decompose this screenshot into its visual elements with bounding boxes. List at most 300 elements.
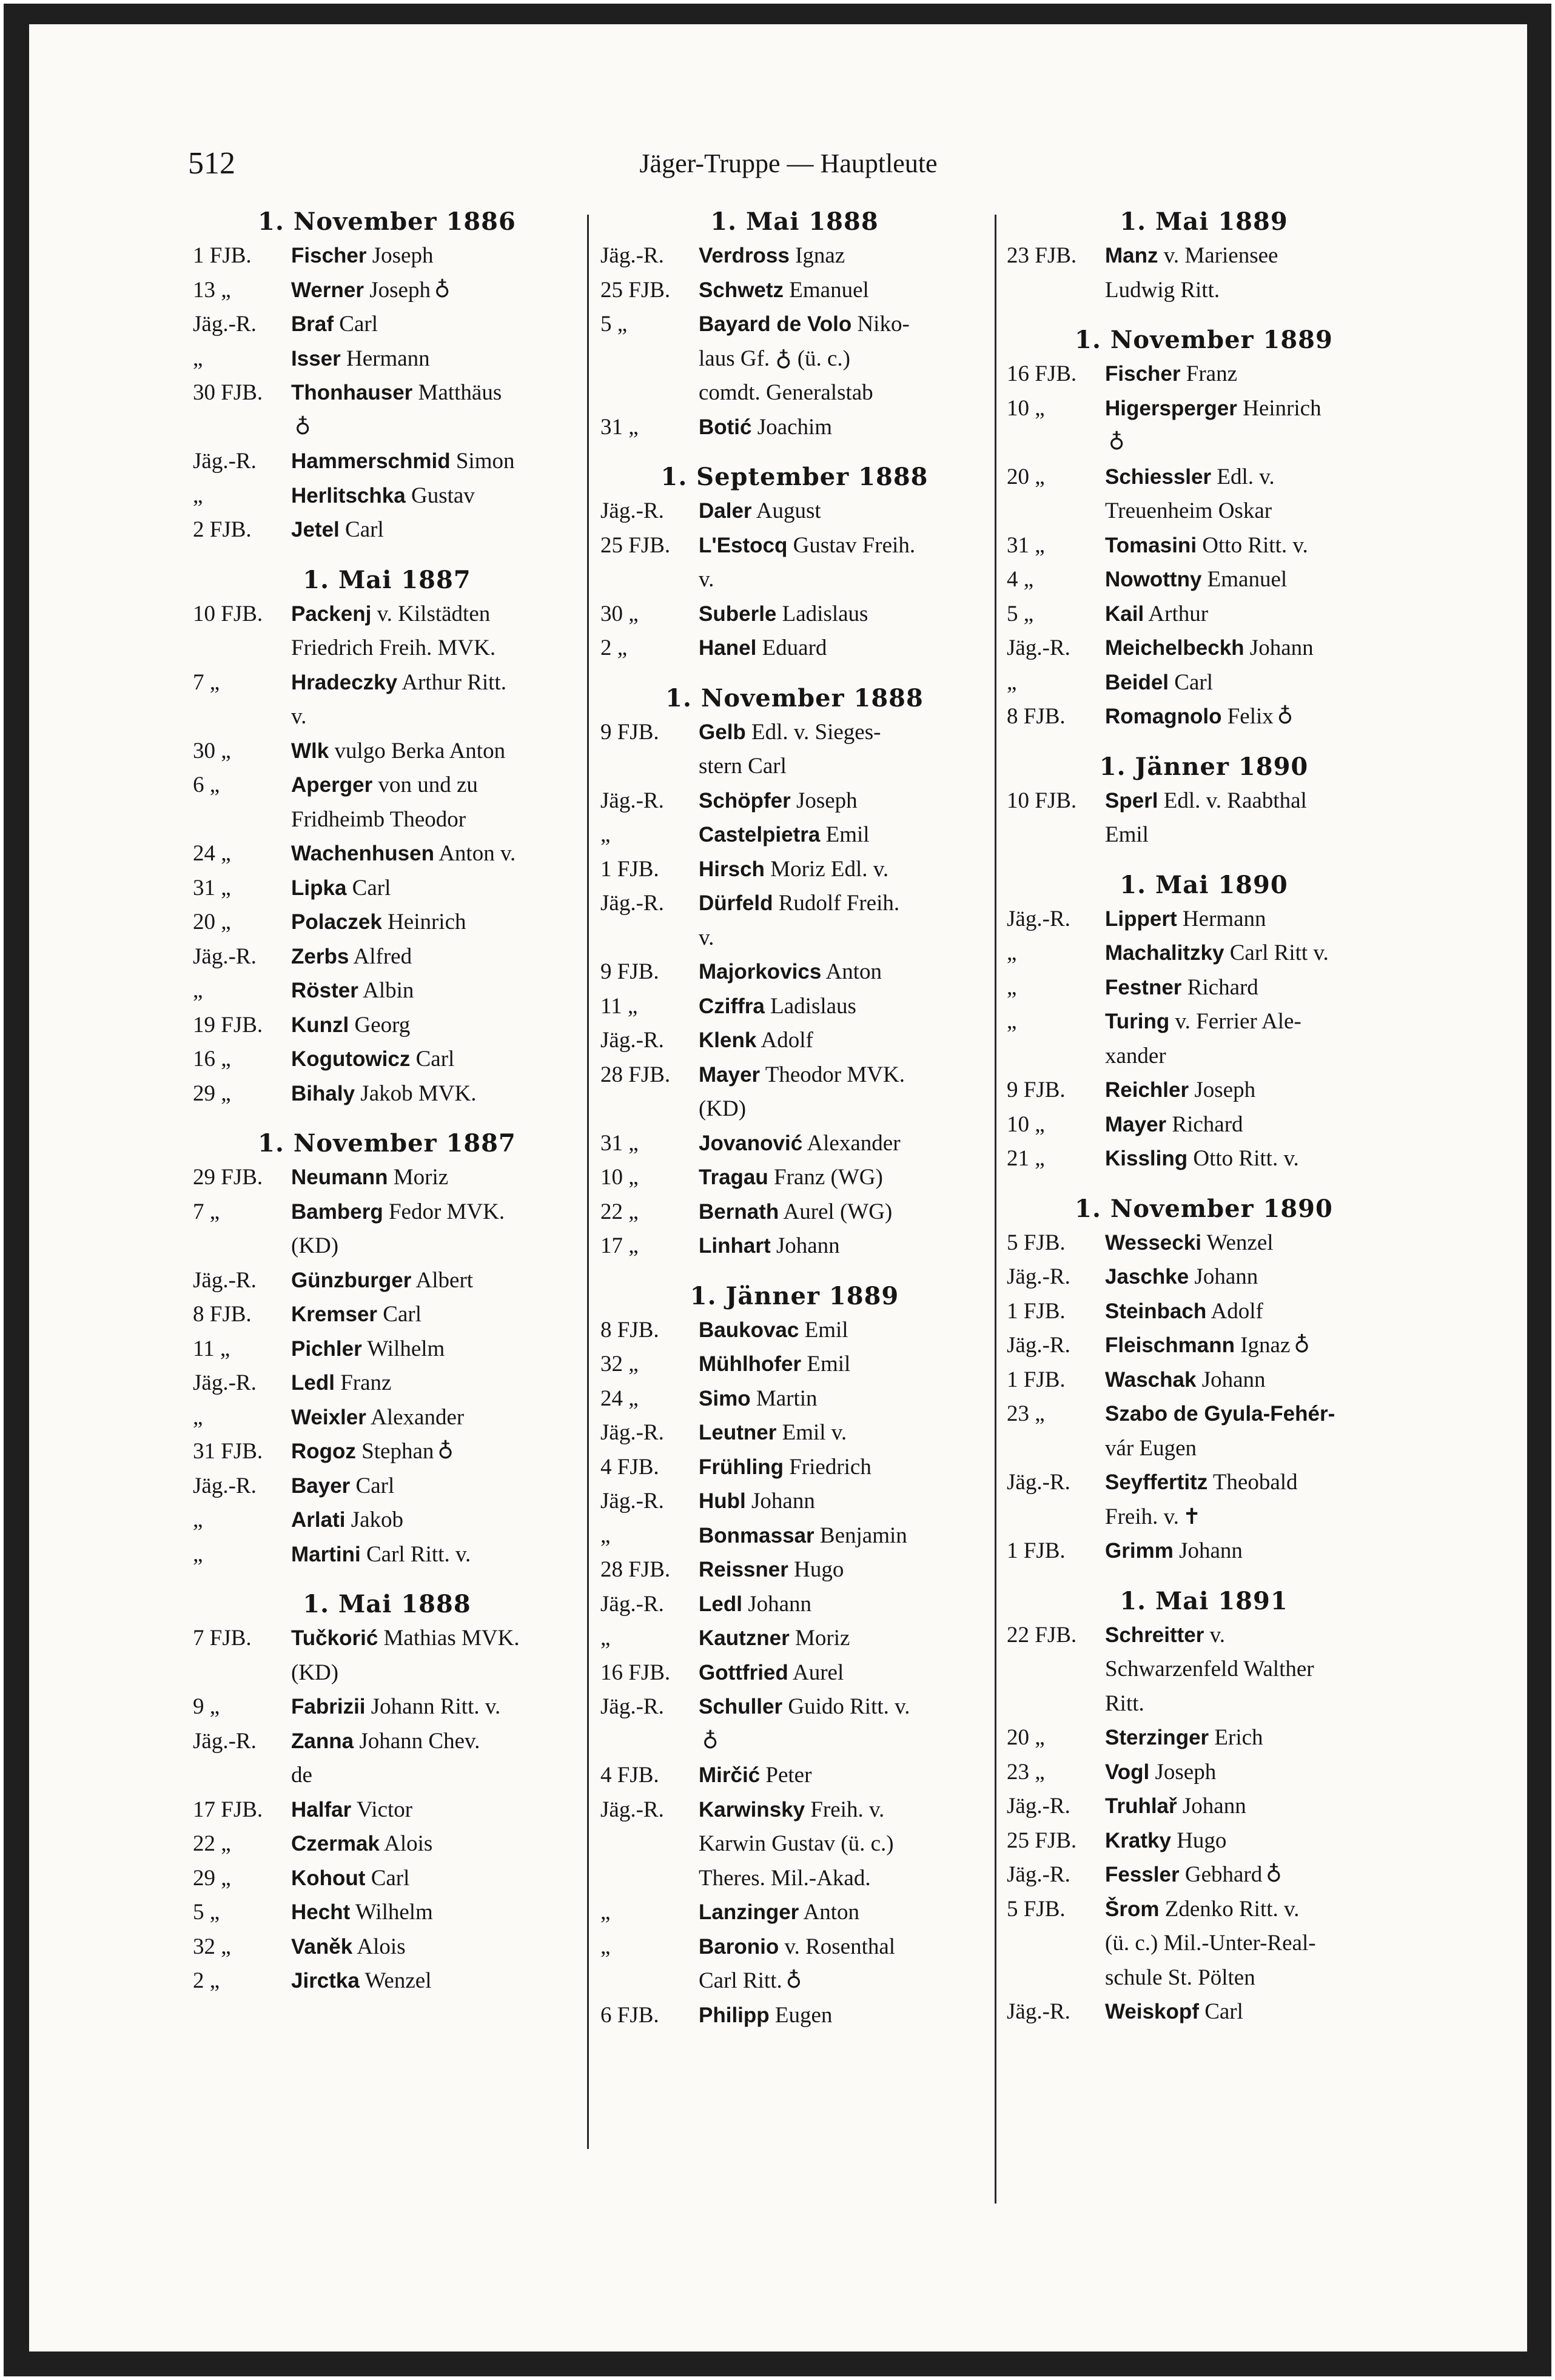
officer-name [291,1008,581,1043]
unit-label: 16 „ [193,1047,231,1071]
given-name: Wenzel [1206,1230,1274,1255]
given-name: Otto Ritt. v. [1193,1146,1299,1171]
officer-entry [600,1587,989,1622]
surname: Philipp [699,2003,770,2027]
surname: Jaschke [1105,1265,1189,1289]
officer-entry [600,1896,989,1930]
unit-label: „ [193,346,203,371]
officer-entry [193,1793,581,1828]
given-name: Anton [803,1900,860,1925]
unit-label: 9 FJB. [600,719,659,745]
surname: Fischer [1105,362,1181,386]
officer-name [1105,666,1401,700]
unit-label: 29 „ [193,1865,231,1891]
given-name: Carl [355,1473,395,1498]
officer-entry [1007,239,1401,273]
officer-name [699,1621,989,1656]
surname: Schreitter [1105,1623,1204,1647]
surname: Fabrizii [291,1695,366,1718]
column-divider-2 [995,215,996,2204]
unit-label: Jäg.-R. [600,1591,664,1617]
unit-label: 1 FJB. [193,243,252,268]
unit-label: 22 „ [600,1199,639,1224]
officer-entry [193,768,581,803]
given-name: Joachim [757,414,833,440]
surname: Lipka [291,876,347,900]
continuation-text: Fridheimb Theodor [291,806,466,832]
officer-name [699,1553,989,1587]
given-name: Georg [354,1012,411,1037]
officer-entry [1007,971,1401,1005]
surname: Seyffertitz [1105,1470,1208,1494]
officer-entry [600,1058,989,1093]
officer-name [699,1690,989,1725]
officer-name [699,1416,989,1450]
officer-entry [1007,631,1401,666]
unit-label: „ [1007,1009,1017,1034]
officer-entry [193,479,581,514]
surname: Polaczek [291,910,382,934]
officer-name [1105,1789,1401,1824]
officer-name [291,871,581,906]
officer-entry [1007,1721,1401,1755]
officer-entry [600,887,989,921]
given-name: Richard [1172,1111,1243,1137]
officer-name [291,513,581,548]
officer-entry [193,239,581,273]
officer-entry [193,513,581,548]
officer-name [1105,357,1401,392]
officer-name [699,631,989,666]
unit-label: Jäg.-R. [193,449,257,474]
entry-continuation [600,921,989,956]
given-name: Wilhelm [367,1336,445,1361]
officer-name [291,768,581,803]
unit-label: 16 FJB. [600,1660,671,1685]
unit-label: „ [193,1404,203,1430]
officer-name [699,494,989,529]
given-name: Joseph [1155,1759,1217,1785]
entry-continuation [1007,1652,1401,1687]
decoration-icon: ♁ [1294,1333,1310,1358]
unit-label: 31 „ [193,875,231,900]
surname: Halfar [291,1797,352,1822]
unit-label: 19 FJB. [193,1012,263,1037]
surname: Kremser [291,1302,378,1326]
unit-label: 2 „ [193,1968,220,1993]
officer-entry [600,1024,989,1058]
officer-entry [1007,1755,1401,1790]
section-date-heading: 1. Mai 1888 [710,207,879,236]
given-name: Johann [1194,1264,1258,1289]
unit-label: Jäg.-R. [1007,906,1070,931]
surname: Hirsch [699,857,765,881]
officer-name [291,905,581,940]
officer-name [699,955,989,990]
unit-label: Jäg.-R. [600,1028,664,1053]
given-name: Matthäus [418,380,502,405]
given-name: Johann [748,1591,812,1617]
continuation-text: Freih. v. [1105,1504,1179,1529]
unit-label: „ [600,1626,611,1651]
officer-entry [1007,1397,1401,1432]
officer-entry [600,273,989,308]
officer-name [699,529,989,563]
unit-label: Jäg.-R. [193,1473,257,1498]
entry-continuation [1007,818,1401,853]
officer-name [291,376,581,411]
unit-label: 9 FJB. [600,959,659,984]
given-name: Albin [363,978,414,1003]
officer-name [1105,784,1401,819]
continuation-text: Ritt. [1105,1691,1144,1716]
given-name: Mathias MVK. [383,1626,520,1651]
surname: Tomasini [1105,533,1197,557]
entry-continuation [1007,1961,1401,1996]
unit-label: 13 „ [193,277,231,303]
officer-entry [193,1008,581,1043]
unit-label: „ [600,822,611,847]
surname: Festner [1105,975,1182,999]
given-name: Carl Ritt v. [1229,940,1329,965]
surname: Wachenhusen [291,842,434,865]
given-name: Moriz [795,1626,850,1651]
officer-name [699,1382,989,1416]
officer-entry [600,1690,989,1725]
unit-label: 31 „ [600,414,639,440]
given-name: Alois [384,1831,433,1856]
unit-label: 7 „ [193,669,220,695]
surname: Schöpfer [699,788,791,813]
officer-name [291,1827,581,1862]
officer-name [291,1793,581,1828]
section-date-heading: 1. Jänner 1890 [1099,752,1309,781]
surname: Neumann [291,1165,388,1189]
unit-label: 1 FJB. [1007,1298,1066,1324]
surname: Baronio [699,1934,779,1959]
surname: Hammerschmid [291,449,451,473]
officer-name [291,1264,581,1298]
section-date-heading: 1. September 1888 [660,463,929,491]
officer-entry [600,529,989,563]
entry-continuation [600,1862,989,1896]
officer-entry [1007,700,1401,734]
surname: Mayer [699,1062,761,1087]
unit-label: 25 FJB. [600,277,671,303]
entry-continuation [600,1092,989,1127]
surname: Kautzner [699,1626,790,1650]
given-name: Emil [825,822,870,847]
given-name: Hermann [346,346,430,371]
given-name: Emanuel [1207,567,1288,592]
officer-name [1105,1858,1401,1892]
officer-name [291,1503,581,1538]
surname: Weiskopf [1105,2000,1199,2023]
surname: Fischer [291,244,367,267]
given-name: Rudolf Freih. [778,891,900,916]
surname: Günzburger [291,1268,412,1292]
given-name: August [756,498,821,523]
column-3 [1007,205,1401,2030]
given-name: Johann Ritt. v. [371,1694,501,1719]
unit-label: Jäg.-R. [193,944,257,969]
officer-name [291,1435,581,1469]
given-name: Emanuel [789,277,869,303]
officer-entry [1007,1858,1401,1892]
given-name: Franz (WG) [774,1165,883,1190]
decoration-icon: ♁ [434,277,451,303]
officer-entry [1007,460,1401,495]
given-name: Johann [1249,635,1314,660]
officer-name [291,1862,581,1896]
surname: Beidel [1105,670,1169,694]
unit-label: 7 „ [193,1199,220,1224]
officer-entry [193,1862,581,1896]
entry-continuation [193,1656,581,1691]
given-name: Carl [345,517,384,542]
given-name: Emil [807,1352,851,1376]
surname: Pichler [291,1336,362,1361]
officer-entry [1007,902,1401,937]
surname: Meichelbeckh [1105,636,1244,660]
page-number: 512 [188,146,235,181]
given-name: Alexander [371,1404,465,1430]
unit-label: Jäg.-R. [600,1694,664,1719]
unit-label: 24 „ [193,841,231,866]
entry-continuation [1007,494,1401,529]
officer-name [291,1332,581,1367]
unit-label: 32 „ [600,1352,639,1376]
unit-label: 2 FJB. [193,517,252,542]
officer-name [699,411,989,445]
unit-label: 10 „ [1007,1111,1045,1137]
officer-entry [1007,1142,1401,1176]
unit-label: 20 „ [1007,1725,1045,1750]
unit-label: Jäg.-R. [1007,1862,1070,1887]
officer-entry [1007,1005,1401,1039]
officer-name [699,716,989,750]
officer-name [291,1077,581,1111]
unit-label: 10 „ [1007,395,1045,421]
officer-entry [193,1366,581,1401]
running-head: Jäger-Truppe — Hauptleute [639,149,938,178]
officer-name [1105,1260,1401,1295]
officer-entry [193,1827,581,1862]
entry-continuation [600,1964,989,1999]
continuation-text: Treuenheim Oskar [1105,498,1272,523]
unit-label: „ [193,1541,203,1567]
given-name: Moriz [393,1165,449,1190]
given-name: Carl [1174,669,1213,695]
continuation-text: (ü. c.) Mil.-Unter-Real- [1105,1931,1316,1956]
officer-entry [193,1896,581,1930]
officer-entry [193,1401,581,1435]
officer-entry [600,631,989,666]
unit-label: 30 FJB. [193,380,263,405]
surname: Vaněk [291,1934,353,1959]
surname: Reissner [699,1558,788,1581]
surname: Lippert [1105,907,1177,931]
unit-label: „ [193,483,203,508]
officer-name [699,1127,989,1161]
given-name: Johann [1179,1538,1243,1563]
officer-entry [193,1538,581,1572]
surname: Tučkorić [291,1626,378,1650]
officer-name [291,1538,581,1572]
surname: Bonmassar [699,1523,814,1547]
officer-entry [1007,1824,1401,1859]
officer-name [1105,1466,1401,1500]
officer-name [1105,1534,1401,1569]
given-name: Victor [356,1797,413,1822]
given-name: Alfred [353,944,412,969]
unit-label: Jäg.-R. [600,1489,664,1513]
unit-label: Jäg.-R. [193,312,257,337]
officer-name [699,1450,989,1485]
given-name: Felix [1227,704,1274,729]
surname: Šrom [1105,1897,1160,1921]
unit-label: 4 „ [1007,567,1034,592]
entry-continuation [600,749,989,784]
given-name: Erich [1214,1725,1263,1750]
surname: Szabo de Gyula-Fehér- [1105,1402,1335,1426]
officer-entry [193,307,581,342]
surname: Lanzinger [699,1900,799,1924]
surname: Mühlhofer [699,1352,802,1376]
unit-label: Jäg.-R. [600,243,664,268]
surname: Mayer [1105,1112,1167,1136]
unit-label: Jäg.-R. [1007,635,1070,660]
given-name: Carl [371,1865,410,1891]
officer-name [1105,631,1401,666]
continuation-text: v. [699,567,714,592]
section-date-heading: 1. November 1887 [258,1129,516,1158]
given-name: Emil [804,1317,848,1343]
officer-entry [600,1758,989,1793]
surname: Röster [291,979,358,1002]
officer-name [1105,1397,1401,1432]
surname: Schwetz [699,278,784,302]
officer-entry [600,1347,989,1382]
officer-entry [1007,597,1401,632]
officer-entry [600,597,989,632]
surname: Bamberg [291,1199,383,1224]
surname: Jirctka [291,1969,360,1993]
unit-label: 1 FJB. [1007,1367,1066,1392]
surname: Machalitzky [1105,941,1224,965]
given-name: Johann [1182,1794,1246,1819]
given-name: Edl. v. [1217,464,1275,489]
officer-name [699,1793,989,1828]
surname: Reichler [1105,1078,1189,1102]
unit-label: 17 „ [600,1233,639,1258]
unit-label: 6 „ [193,773,220,797]
decoration-icon: ♁ [295,414,311,440]
unit-label: 7 FJB. [193,1626,252,1651]
surname: Czermak [291,1832,380,1855]
officer-entry [1007,1789,1401,1824]
given-name: Aurel (WG) [783,1199,893,1224]
officer-name [699,1519,989,1554]
unit-label: Jäg.-R. [600,1420,664,1445]
surname: Karwinsky [699,1797,805,1822]
given-name: Franz [340,1370,392,1395]
officer-name [699,239,989,273]
unit-label: Jäg.-R. [193,1370,257,1395]
unit-label: 4 FJB. [600,1763,659,1788]
surname: Daler [699,499,752,523]
unit-label: 5 „ [1007,601,1034,626]
surname: Hanel [699,636,757,660]
surname: Gelb [699,720,746,744]
officer-name [699,1161,989,1195]
officer-entry [193,342,581,377]
unit-label: Jäg.-R. [600,788,664,813]
surname: Schuller [699,1695,783,1718]
surname: Turing [1105,1010,1170,1033]
unit-label: 8 FJB. [1007,704,1066,729]
surname: Thonhauser [291,381,413,404]
officer-entry [193,734,581,769]
officer-entry [600,1519,989,1554]
given-name: Theobald [1212,1470,1298,1495]
officer-name [291,1401,581,1435]
continuation-text: (KD) [699,1096,747,1121]
officer-entry [1007,1363,1401,1398]
entry-continuation [193,803,581,837]
given-name: Simon [455,449,515,474]
officer-name [1105,1755,1401,1790]
given-name: von und zu [378,773,478,797]
unit-label: 5 „ [193,1900,220,1925]
officer-name [699,1656,989,1691]
officer-name [1105,529,1401,563]
column-divider-1 [587,215,589,2149]
unit-label: 23 „ [1007,1401,1045,1426]
entry-continuation [193,631,581,666]
officer-entry [600,1484,989,1519]
given-name: vulgo Berka Anton [334,738,506,763]
given-name: Joseph [372,243,434,268]
surname: Waschak [1105,1367,1197,1392]
surname: Weixler [291,1405,366,1429]
officer-name [699,307,989,342]
given-name: v. Rosenthal [784,1934,896,1959]
continuation-text: Carl Ritt. [699,1968,782,1993]
officer-name [1105,1824,1401,1859]
surname: Wessecki [1105,1230,1201,1255]
officer-entry [1007,1892,1401,1927]
section-date-heading: 1. Mai 1889 [1120,207,1288,236]
unit-label: 29 FJB. [193,1165,263,1190]
continuation-text: schule St. Pölten [1105,1965,1255,1990]
officer-name [699,887,989,921]
surname: Nowottny [1105,568,1202,591]
given-name: Freih. v. [810,1797,885,1822]
officer-name [699,1930,989,1965]
officer-name [291,1469,581,1504]
entry-continuation [600,342,989,377]
given-name: Heinrich [1243,395,1322,421]
given-name: v. Mariensee [1163,243,1278,268]
given-name: Hugo [1177,1828,1227,1853]
officer-entry [193,1077,581,1111]
surname: Vogl [1105,1760,1150,1784]
officer-name [699,1999,989,2033]
unit-label: Jäg.-R. [193,1728,257,1754]
unit-label: 28 FJB. [600,1557,671,1582]
officer-name [699,1195,989,1230]
